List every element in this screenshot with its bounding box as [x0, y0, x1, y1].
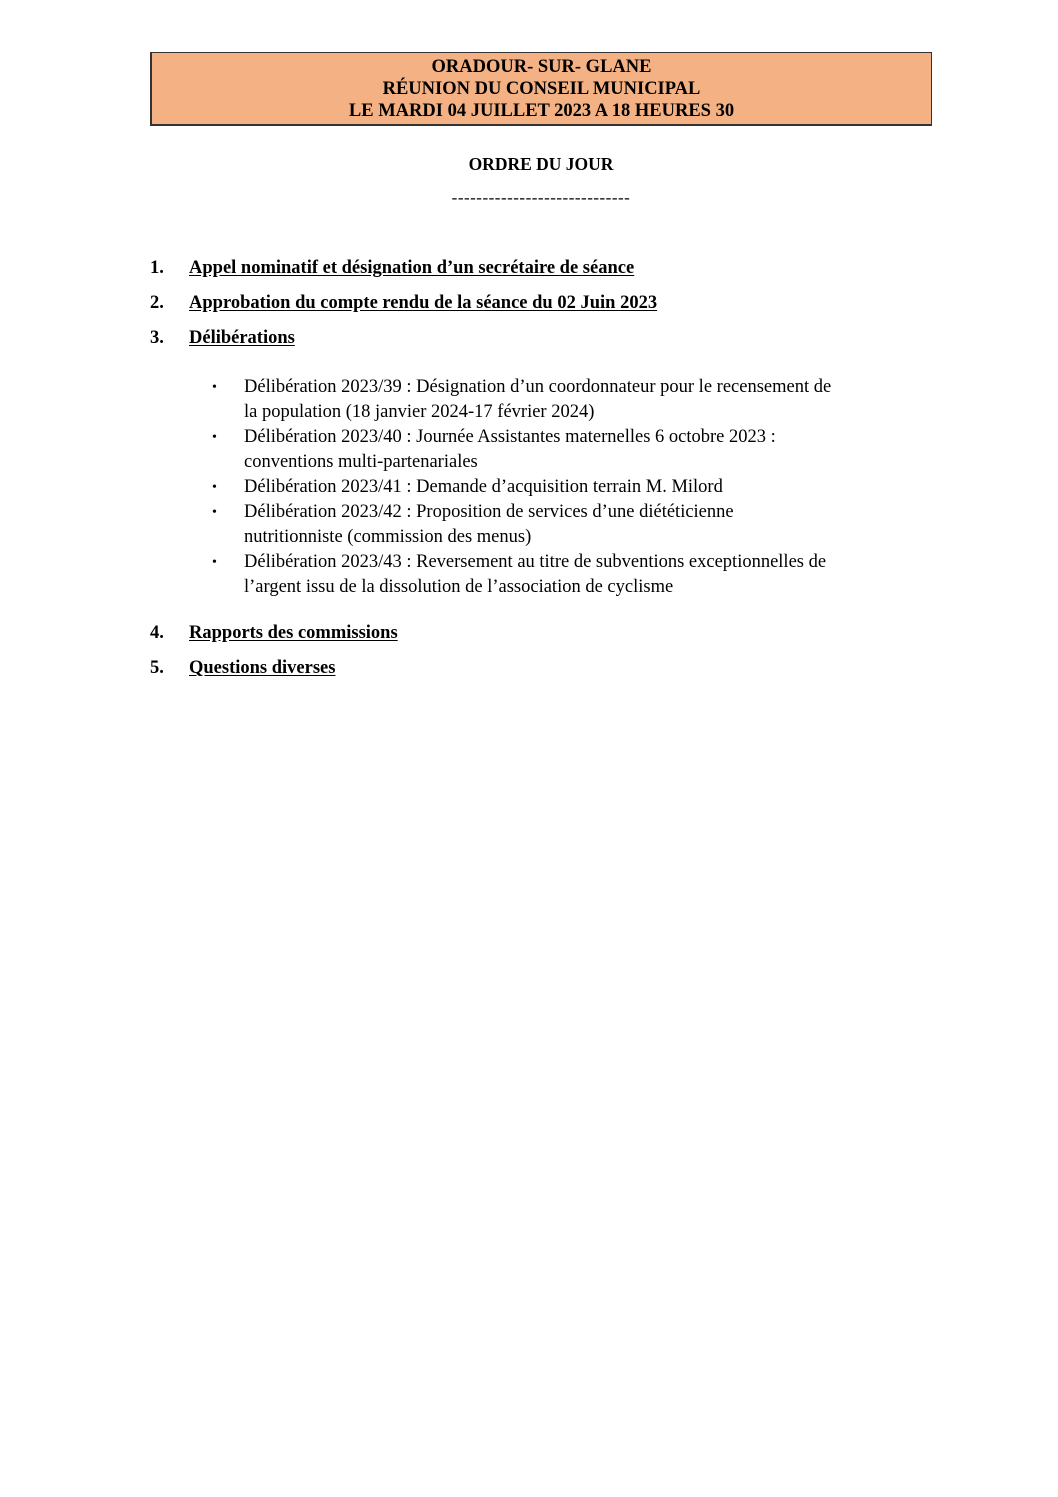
agenda-item-number: 2.: [150, 293, 164, 313]
deliberation-text-cont: nutritionniste (commission des menus): [244, 527, 532, 547]
bullet-icon: •: [212, 430, 217, 445]
deliberation-item-43: [212, 550, 932, 600]
agenda-item-2: [150, 293, 657, 314]
agenda-item-label: Questions diverses: [189, 658, 336, 678]
bullet-icon: •: [212, 380, 217, 395]
meeting-title: RÉUNION DU CONSEIL MUNICIPAL: [382, 79, 701, 99]
agenda-item-label: Appel nominatif et désignation d’un secrétaire de séance: [189, 258, 635, 278]
deliberation-text-cont: l’argent issu de la dissolution de l’association de cyclisme: [244, 577, 674, 597]
agenda-item-label: Délibérations: [189, 328, 295, 348]
separator-line: -----------------------------: [451, 188, 631, 207]
deliberation-text: Délibération 2023/41 : Demande d’acquisition terrain M. Milord: [244, 477, 723, 497]
agenda-item-4: [150, 623, 398, 644]
agenda-item-number: 4.: [150, 623, 164, 643]
deliberation-item-39: [212, 375, 932, 425]
agenda-item-number: 1.: [150, 258, 164, 278]
commune-name: ORADOUR- SUR- GLANE: [431, 57, 652, 77]
agenda-item-1: [150, 258, 634, 279]
bullet-icon: •: [212, 505, 217, 520]
deliberation-item-42: [212, 500, 932, 550]
bullet-icon: •: [212, 555, 217, 570]
meeting-header-box: [150, 52, 932, 126]
deliberation-text: Délibération 2023/39 : Désignation d’un coordonnateur pour le recensement de: [244, 377, 832, 397]
deliberation-text: Délibération 2023/42 : Proposition de services d’une diététicienne: [244, 502, 734, 522]
agenda-title: ORDRE DU JOUR: [468, 154, 614, 174]
bullet-icon: •: [212, 480, 217, 495]
agenda-item-number: 5.: [150, 658, 164, 678]
agenda-item-5: [150, 658, 335, 679]
deliberation-item-41: [212, 475, 932, 500]
deliberations-list: [212, 375, 932, 600]
deliberation-text: Délibération 2023/43 : Reversement au titre de subventions exceptionnelles de: [244, 552, 827, 572]
agenda-item-3: [150, 328, 295, 349]
deliberation-text-cont: conventions multi-partenariales: [244, 452, 478, 472]
deliberation-text-cont: la population (18 janvier 2024-17 février 2024): [244, 402, 595, 422]
agenda-item-number: 3.: [150, 328, 164, 348]
agenda-item-label: Rapports des commissions: [189, 623, 398, 643]
agenda-item-label: Approbation du compte rendu de la séance du 02 Juin 2023: [189, 293, 658, 313]
meeting-date: LE MARDI 04 JUILLET 2023 A 18 HEURES 30: [348, 101, 735, 121]
deliberation-text: Délibération 2023/40 : Journée Assistantes maternelles 6 octobre 2023 :: [244, 427, 776, 447]
deliberation-item-40: [212, 425, 932, 475]
